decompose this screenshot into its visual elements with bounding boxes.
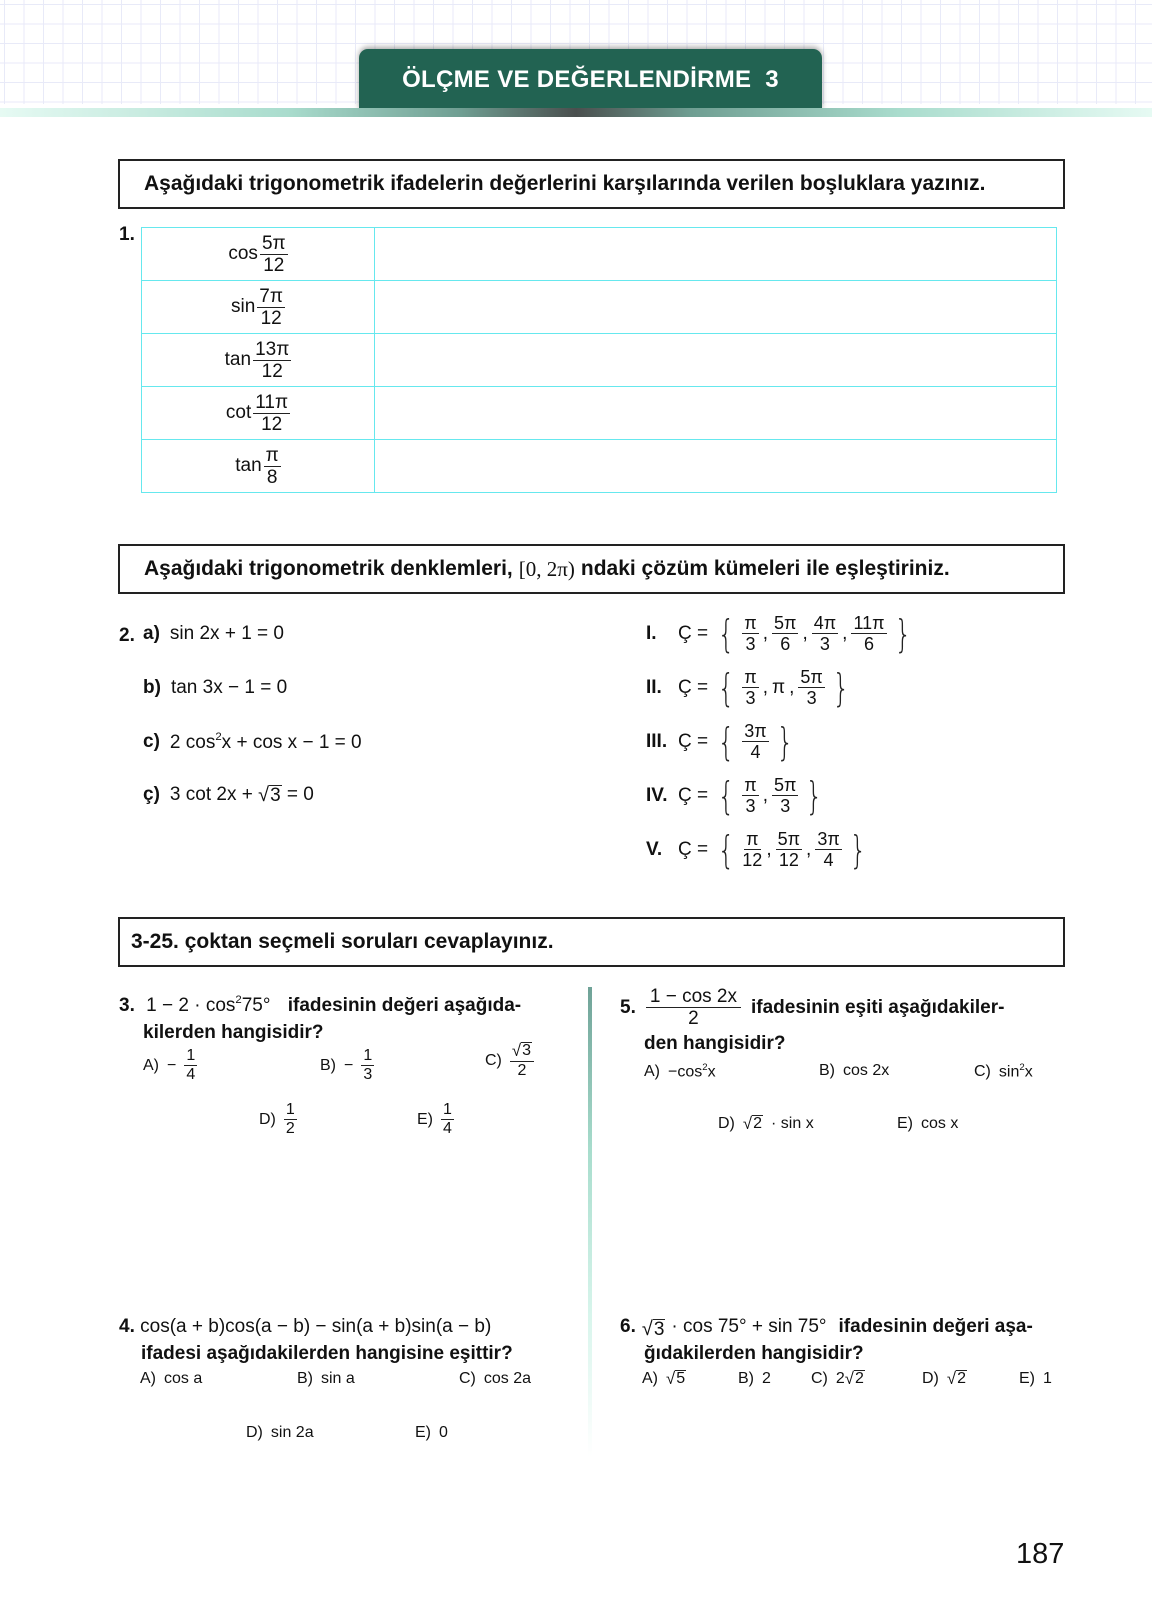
question-6: 6. √ 3 · cos 75° + sin 75° ifadesinin değeri aşa- ğıdakilerden hangisidir? <box>620 1316 1033 1364</box>
solution-set-I: I. Ç = { $\frac{\pi}{3}$ , $\frac{5\pi}{6}$ , $\frac{4\pi}{3}$ , $\frac{11\pi}{6}$ } <box>646 611 912 656</box>
q5-option-c[interactable]: C) $\sin^2x$ <box>974 1062 1033 1081</box>
expression-cell <box>142 440 375 493</box>
fraction: $\frac{11\pi}{12}$ <box>255 391 289 435</box>
page-title-tab <box>359 49 822 111</box>
expression-cell <box>142 334 375 387</box>
question-2-number: 2. <box>119 625 135 646</box>
q4-option-d[interactable]: D) sin 2a <box>246 1424 314 1441</box>
fraction: $\frac{5\pi}{12}$ <box>261 232 286 276</box>
q6-option-d[interactable]: D) √ 2 <box>922 1369 967 1389</box>
q6-option-b[interactable]: B) 2 <box>738 1370 771 1387</box>
page-number: 187 <box>1016 1538 1065 1570</box>
expression-cell <box>142 387 375 440</box>
q5-option-b[interactable]: B) cos 2x <box>819 1062 890 1079</box>
equation-c-cedilla: ç) 3 cot 2x + √ 3 = 0 <box>143 784 314 807</box>
table-row <box>142 387 1057 440</box>
page-title: ÖLÇME VE DEĞERLENDİRME 3 <box>402 66 779 93</box>
function-name: tan <box>224 349 252 370</box>
q4-option-e[interactable]: E) 0 <box>415 1424 448 1441</box>
q6-option-a[interactable]: A) √ 5 <box>642 1369 686 1389</box>
function-name: sin <box>231 296 256 317</box>
q6-option-c[interactable]: C) 2 √ 2 <box>811 1369 864 1389</box>
section2-instruction-box <box>118 544 1065 594</box>
solution-set-II: II. Ç = { $\frac{\pi}{3}$ , π , $\frac{5\pi}{3}$ } <box>646 665 850 710</box>
q3-option-a[interactable]: A) − $\frac{1}{4}$ <box>143 1047 196 1083</box>
q3-option-d[interactable]: D) $\frac{1}{2}$ <box>259 1101 295 1137</box>
fraction: $\frac{13\pi}{12}$ <box>255 338 290 382</box>
section2-instruction-post: ndaki çözüm kümeleri ile eşleştiriniz. <box>580 557 950 580</box>
q3-option-b[interactable]: B) − $\frac{1}{3}$ <box>320 1047 373 1083</box>
equation-c: c) 2 $\cos^2x + \cos x - 1 = 0$ <box>143 731 362 753</box>
column-divider <box>588 987 592 1457</box>
expression-cell <box>142 228 375 281</box>
solution-set-IV: IV. Ç = { $\frac{\pi}{3}$ , $\frac{5\pi}{3}$ } <box>646 773 823 818</box>
q5-option-e[interactable]: E) cos x <box>897 1115 959 1132</box>
answer-cell[interactable] <box>375 281 1057 334</box>
question-5: 5. $\frac{1 - \cos 2x}{2}$ ifadesinin eşiti aşağıdakiler- den hangisidir? <box>620 986 1005 1054</box>
question-3: 3. $1 - 2 \cdot \cos^275^\circ$ ifadesinin değeri aşağıda- kilerden hangisidir? <box>119 994 522 1043</box>
expression-cell <box>142 281 375 334</box>
section3-instruction: 3-25. çoktan seçmeli soruları cevaplayınız. <box>131 930 554 953</box>
solution-set-III: III. Ç = { $\frac{3\pi}{4}$ } <box>646 719 794 764</box>
function-name: cos <box>228 243 258 264</box>
table-row <box>142 440 1057 493</box>
answer-cell[interactable] <box>375 387 1057 440</box>
q3-option-e[interactable]: E) $\frac{1}{4}$ <box>417 1101 452 1137</box>
function-name: cot <box>225 402 252 423</box>
trig-values-table <box>141 227 1057 493</box>
fraction: $\frac{\pi}{8}$ <box>265 444 279 488</box>
interval: [0, 2π) <box>518 556 575 581</box>
square-root: √ 3 <box>258 784 281 807</box>
section2-instruction-pre: Aşağıdaki trigonometrik denklemleri, <box>144 557 513 580</box>
table-row <box>142 228 1057 281</box>
q6-option-e[interactable]: E) 1 <box>1019 1370 1052 1387</box>
table-row <box>142 334 1057 387</box>
function-name: tan <box>235 455 262 476</box>
q5-option-d[interactable]: D) √ 2 · sin x <box>718 1114 814 1134</box>
q3-option-c[interactable]: C) √ 3 2 <box>485 1042 534 1079</box>
solution-set-V: V. Ç = { $\frac{\pi}{12}$ , $\frac{5\pi}{12}$ , $\frac{3\pi}{4}$ } <box>646 827 867 872</box>
answer-cell[interactable] <box>375 334 1057 387</box>
answer-cell[interactable] <box>375 228 1057 281</box>
fraction: $\frac{7\pi}{12}$ <box>259 285 283 329</box>
question-4: 4. cos(a + b)cos(a − b) − sin(a + b)sin(a − b) ifadesi aşağıdakilerden hangisine eşittir? <box>119 1316 513 1364</box>
section1-instruction: Aşağıdaki trigonometrik ifadelerin değerlerini karşılarında verilen boşluklara yazınız. <box>144 172 986 195</box>
answer-cell[interactable] <box>375 440 1057 493</box>
q4-option-b[interactable]: B) sin a <box>297 1370 355 1387</box>
q4-option-c[interactable]: C) cos 2a <box>459 1370 532 1387</box>
q4-option-a[interactable]: A) cos a <box>140 1370 203 1387</box>
header-gradient-bar <box>0 108 1152 117</box>
question-1-number: 1. <box>119 224 135 245</box>
q5-option-a[interactable]: A) $-\cos^2x$ <box>644 1062 716 1081</box>
table-row <box>142 281 1057 334</box>
section1-instruction-box <box>118 159 1065 209</box>
section3-instruction-box <box>118 917 1065 967</box>
equation-a: a) sin 2x + 1 = 0 <box>143 623 284 644</box>
equation-b: b) tan 3x − 1 = 0 <box>143 677 288 698</box>
